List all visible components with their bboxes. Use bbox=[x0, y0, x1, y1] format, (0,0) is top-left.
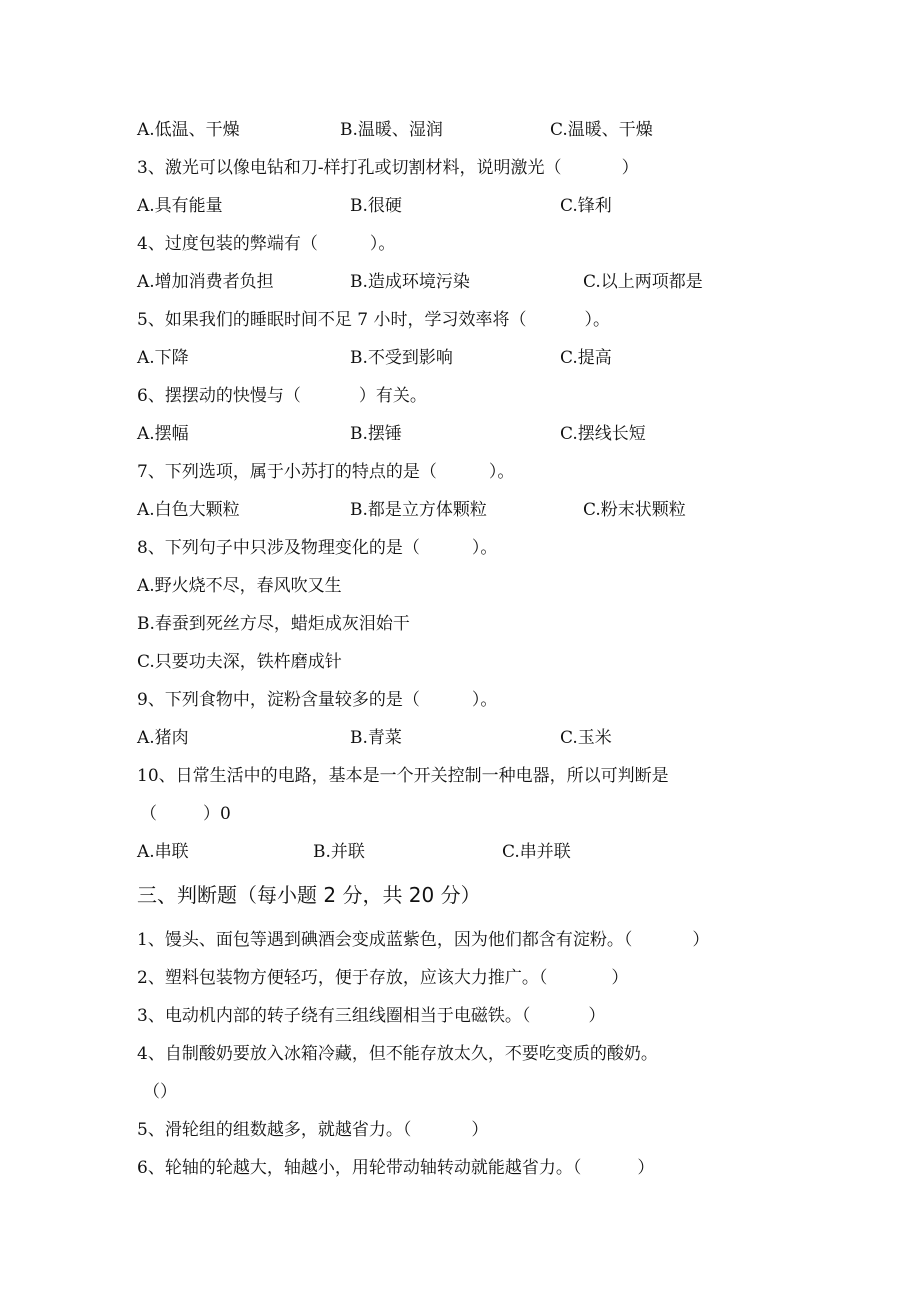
j5-stem: 5、滑轮组的组数越多，就越省力。（ bbox=[137, 1120, 412, 1140]
q6-stem-text: 6、摆摆动的快慢与（ bbox=[137, 386, 301, 406]
q6-option-b: B.摆锤 bbox=[350, 424, 402, 444]
q7-stem bbox=[137, 461, 514, 483]
q8-option-c: C.只要功夫深，铁杵磨成针 bbox=[137, 652, 342, 672]
q4-stem-text: 4、过度包装的弊端有（ bbox=[137, 234, 318, 254]
q10-option-b: B.并联 bbox=[313, 842, 365, 862]
q8-stem bbox=[137, 537, 497, 559]
q2-option-c: C.温暖、干燥 bbox=[550, 120, 653, 140]
q4-option-a: A.增加消费者负担 bbox=[137, 272, 274, 292]
q5-option-a: A.下降 bbox=[137, 348, 189, 368]
q8-stem-close: ）。 bbox=[471, 538, 498, 558]
j2-close: ） bbox=[611, 968, 629, 988]
j5-close: ） bbox=[471, 1120, 489, 1140]
j2-stem: 2、塑料包装物方便轻巧，便于存放，应该大力推广。（ bbox=[137, 968, 548, 988]
q3-stem-close: ） bbox=[621, 158, 639, 178]
j4-cont: （） bbox=[143, 1082, 177, 1102]
j6-stem: 6、轮轴的轮越大，轴越小，用轮带动轴转动就能越省力。（ bbox=[137, 1158, 582, 1178]
q3-option-c: C.锋利 bbox=[560, 196, 612, 216]
j5-text bbox=[137, 1119, 488, 1141]
q5-option-b: B.不受到影响 bbox=[350, 348, 453, 368]
q3-option-b: B.很硬 bbox=[350, 196, 402, 216]
q10-option-a: A.串联 bbox=[137, 842, 189, 862]
j4-text: 4、自制酸奶要放入冰箱冷藏，但不能存放太久，不要吃变质的酸奶。 bbox=[137, 1044, 658, 1064]
q6-stem bbox=[137, 385, 427, 407]
q10-stem-cont bbox=[140, 803, 231, 825]
j3-close: ） bbox=[588, 1006, 606, 1026]
q9-option-b: B.青菜 bbox=[350, 728, 402, 748]
j2-text bbox=[137, 967, 628, 989]
q7-option-c: C.粉末状颗粒 bbox=[583, 500, 686, 520]
q9-option-c: C.玉米 bbox=[560, 728, 612, 748]
j1-text bbox=[137, 929, 709, 951]
q9-stem-text: 9、下列食物中，淀粉含量较多的是（ bbox=[137, 690, 420, 710]
q5-stem bbox=[137, 309, 610, 331]
j1-stem: 1、馒头、面包等遇到碘酒会变成蓝紫色，因为他们都含有淀粉。（ bbox=[137, 930, 633, 950]
q4-stem bbox=[137, 233, 395, 255]
q3-stem bbox=[137, 157, 639, 179]
j3-stem: 3、电动机内部的转子绕有三组线圈相当于电磁铁。（ bbox=[137, 1006, 531, 1026]
j3-text bbox=[137, 1005, 605, 1027]
q5-option-c: C.提高 bbox=[560, 348, 612, 368]
q10-stem: 10、日常生活中的电路，基本是一个开关控制一种电器，所以可判断是 bbox=[137, 766, 669, 786]
j1-close: ） bbox=[692, 930, 710, 950]
q6-option-a: A.摆幅 bbox=[137, 424, 189, 444]
q4-option-c: C.以上两项都是 bbox=[583, 272, 703, 292]
q7-option-a: A.白色大颗粒 bbox=[137, 500, 240, 520]
j6-close: ） bbox=[637, 1158, 655, 1178]
q4-option-b: B.造成环境污染 bbox=[350, 272, 470, 292]
q10-cont-open: （ bbox=[140, 804, 157, 824]
q9-stem-close: ）。 bbox=[471, 690, 498, 710]
q5-stem-close: ）。 bbox=[584, 310, 610, 330]
q8-option-a: A.野火烧不尽，春风吹又生 bbox=[137, 576, 342, 596]
q8-stem-text: 8、下列句子中只涉及物理变化的是（ bbox=[137, 538, 420, 558]
q7-stem-close: ）。 bbox=[488, 462, 515, 482]
q9-option-a: A.猪肉 bbox=[137, 728, 189, 748]
q9-stem bbox=[137, 689, 497, 711]
q5-stem-text: 5、如果我们的睡眠时间不足 7 小时，学习效率将（ bbox=[137, 310, 527, 330]
q3-stem-text: 3、激光可以像电钻和刀-样打孔或切割材料，说明激光（ bbox=[137, 158, 562, 178]
section3-title: 三、判断题（每小题 2 分，共 20 分） bbox=[137, 883, 481, 907]
q7-option-b: B.都是立方体颗粒 bbox=[350, 500, 487, 520]
q10-cont-close: ）0 bbox=[203, 804, 231, 824]
q6-stem-close: ）有关。 bbox=[358, 386, 427, 406]
q2-option-b: B.温暖、湿润 bbox=[340, 120, 443, 140]
q10-option-c: C.串并联 bbox=[502, 842, 571, 862]
q4-stem-close: ）。 bbox=[369, 234, 396, 254]
j6-text bbox=[137, 1157, 654, 1179]
q2-option-a: A.低温、干燥 bbox=[137, 120, 240, 140]
q7-stem-text: 7、下列选项，属于小苏打的特点的是（ bbox=[137, 462, 437, 482]
q6-option-c: C.摆线长短 bbox=[560, 424, 646, 444]
q3-option-a: A.具有能量 bbox=[137, 196, 223, 216]
q8-option-b: B.春蚕到死丝方尽，蜡炬成灰泪始干 bbox=[137, 614, 410, 634]
